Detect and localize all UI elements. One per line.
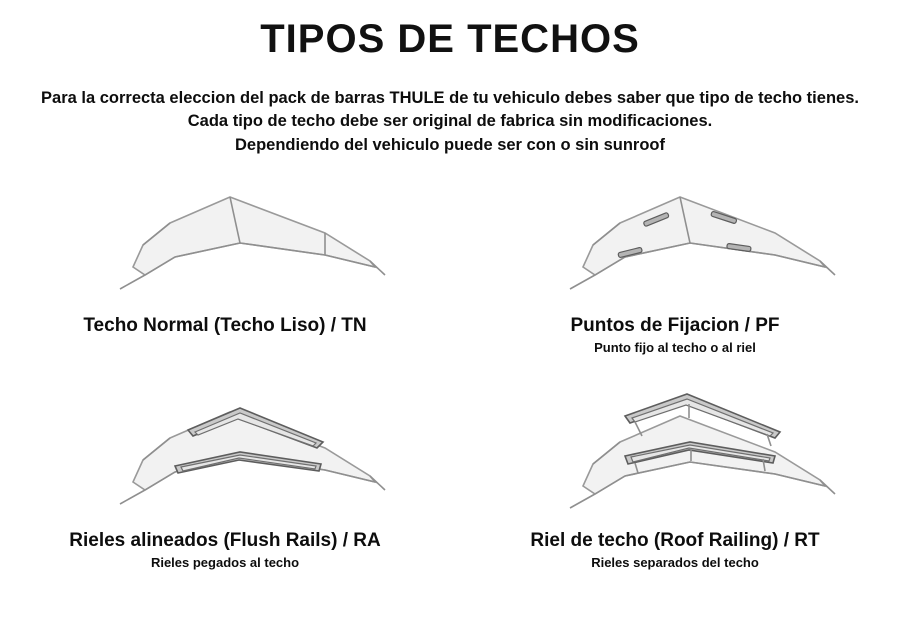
intro-line-2: Cada tipo de techo debe ser original de fabrica sin modificaciones. — [187, 112, 713, 131]
car-roof-flush-rails-icon — [25, 386, 425, 526]
roof-type-sublabel-rt: Rieles separados del techo — [591, 555, 759, 571]
roof-type-card-pf — [450, 171, 900, 386]
roof-type-label-tn: Techo Normal (Techo Liso) / TN — [83, 315, 367, 337]
page-title: TIPOS DE TECHOS — [260, 17, 640, 61]
roof-type-card-ra — [0, 386, 450, 601]
roof-type-label-rt: Riel de techo (Roof Railing) / RT — [530, 530, 820, 552]
intro-text — [0, 87, 900, 157]
intro-line-1: Para la correcta eleccion del pack de barras THULE de tu vehiculo debes saber que tipo de techo tienes. — [41, 88, 859, 107]
car-roof-fixpoints-icon — [475, 171, 875, 311]
roof-type-sublabel-ra: Rieles pegados al techo — [150, 555, 300, 571]
roof-types-grid — [0, 171, 900, 601]
roof-type-sublabel-pf: Punto fijo al techo o al riel — [594, 340, 756, 356]
roof-type-label-pf: Puntos de Fijacion / PF — [570, 315, 780, 337]
car-roof-plain-icon — [25, 171, 425, 311]
roof-type-card-tn — [0, 171, 450, 386]
poster-root — [0, 18, 900, 618]
car-roof-raised-railing-icon — [475, 386, 875, 526]
intro-line-3: Dependiendo del vehiculo puede ser con o sin sunroof — [235, 135, 665, 154]
roof-type-card-rt — [450, 386, 900, 601]
roof-type-label-ra: Rieles alineados (Flush Rails) / RA — [69, 530, 381, 552]
